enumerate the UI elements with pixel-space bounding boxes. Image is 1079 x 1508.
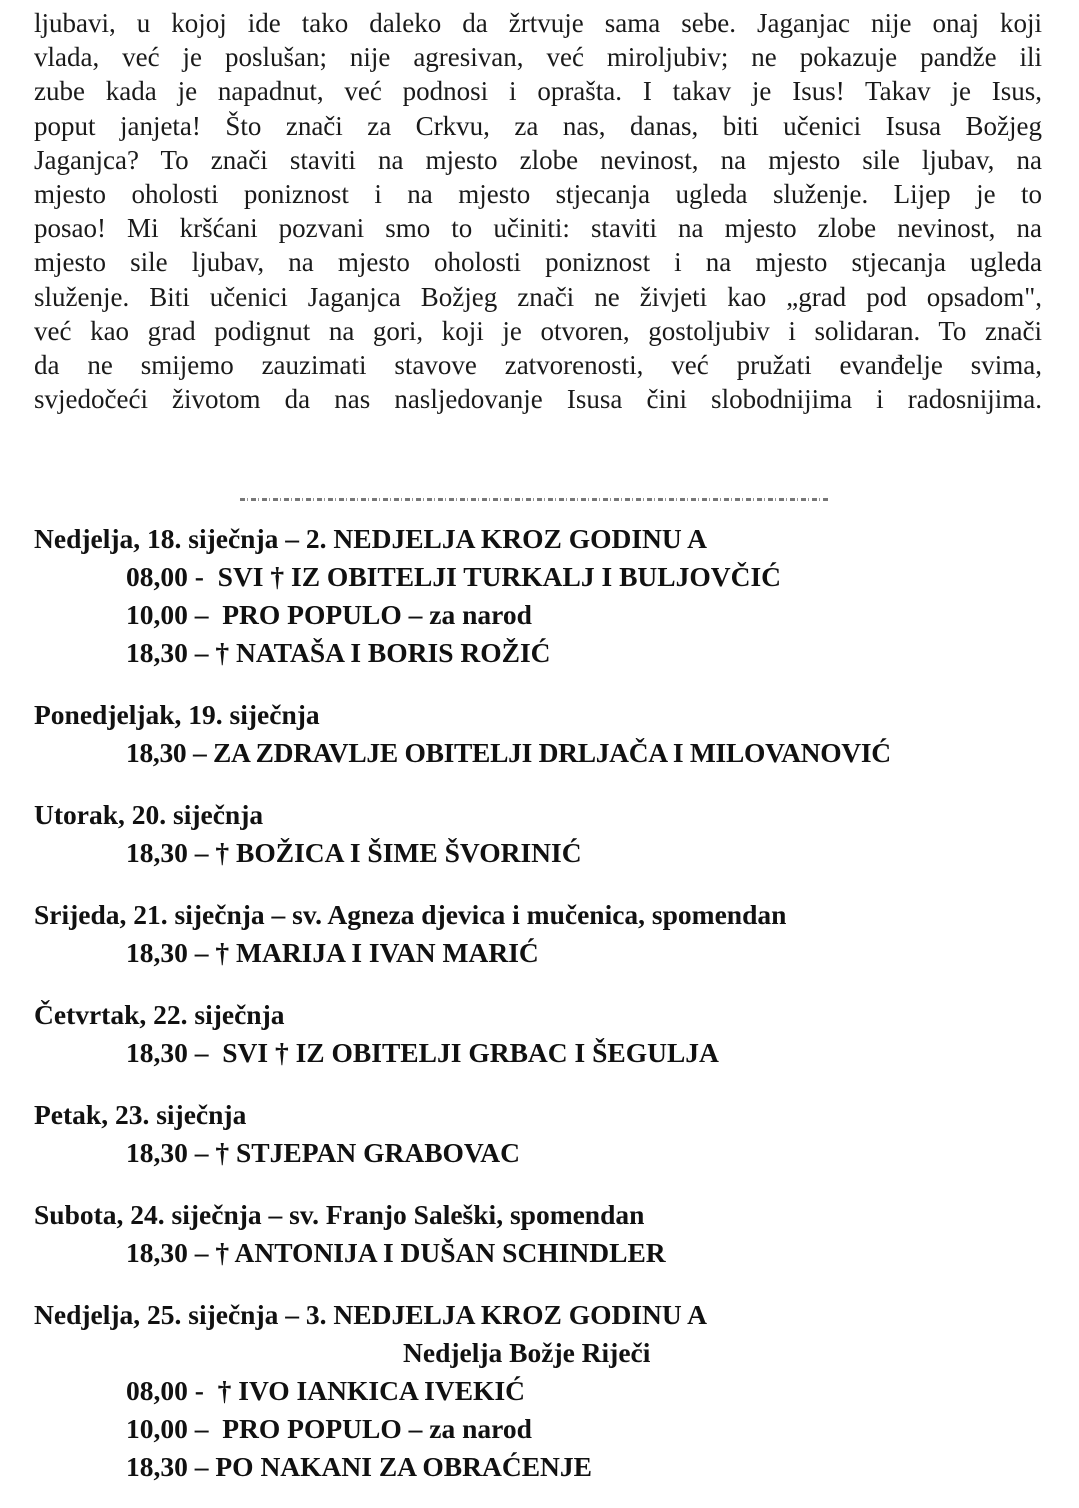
paragraph-line: svjedočeći životom da nas nasljedovanje Isusa čini slobodnijima i radosnijima. <box>34 384 1042 415</box>
schedule-day-wednesday-21 <box>34 896 1064 972</box>
schedule-day-saturday-24 <box>34 1196 1064 1272</box>
mass-entry: 18,30 – † STJEPAN GRABOVAC <box>126 1137 520 1168</box>
paragraph-line: poput janjeta! Što znači za Crkvu, za nas, danas, biti učenici Isusa Božjeg <box>34 110 1042 141</box>
mass-entry: 08,00 - SVI † IZ OBITELJI TURKALJ I BULJOVČIĆ <box>126 561 782 592</box>
mass-schedule <box>34 520 1064 1486</box>
mass-entry: 08,00 - † IVO IANKICA IVEKIĆ <box>126 1375 526 1406</box>
mass-entry: 18,30 – SVI † IZ OBITELJI GRBAC I ŠEGULJA <box>126 1037 719 1068</box>
mass-entry: 10,00 – PRO POPULO – za narod <box>126 1413 532 1444</box>
mass-entry: 18,30 – † MARIJA I IVAN MARIĆ <box>126 937 539 968</box>
schedule-day-thursday-22 <box>34 996 1064 1072</box>
paragraph-line: vlada, već je poslušan; nije agresivan, već miroljubiv; ne pokazuje pandže ili <box>34 42 1042 73</box>
mass-entry: 10,00 – PRO POPULO – za narod <box>126 599 532 630</box>
schedule-day-sunday-25 <box>34 1296 1064 1486</box>
day-header: Srijeda, 21. siječnja – sv. Agneza djevica i mučenica, spomendan <box>34 899 787 930</box>
mass-entry: 18,30 – ZA ZDRAVLJE OBITELJI DRLJAČA I MILOVANOVIĆ <box>126 737 891 768</box>
paragraph-line: Jaganjca? To znači staviti na mjesto zlobe nevinost, na mjesto sile ljubav, na <box>34 144 1042 175</box>
paragraph-line: mjesto sile ljubav, na mjesto oholosti poniznost i na mjesto stjecanja ugleda <box>34 247 1042 278</box>
mass-entry: 18,30 – † ANTONIJA I DUŠAN SCHINDLER <box>126 1237 666 1268</box>
day-header: Nedjelja, 18. siječnja – 2. NEDJELJA KROZ GODINU A <box>34 523 707 554</box>
paragraph-line: mjesto oholosti poniznost i na mjesto stjecanja ugleda služenje. Lijep je to <box>34 178 1042 209</box>
dotted-divider <box>240 498 828 501</box>
mass-entry: 18,30 – PO NAKANI ZA OBRAĆENJE <box>126 1451 593 1482</box>
paragraph-line: da ne smijemo zauzimati stavove zatvorenosti, već pružati evanđelje svima, <box>34 349 1042 380</box>
day-header: Ponedjeljak, 19. siječnja <box>34 699 320 730</box>
paragraph-line: služenje. Biti učenici Jaganjca Božjeg znači ne živjeti kao „grad pod opsadom", <box>34 281 1042 312</box>
paragraph-line: posao! Mi kršćani pozvani smo to učiniti: staviti na mjesto zlobe nevinost, na <box>34 213 1042 244</box>
day-subtitle: Nedjelja Božje Riječi <box>403 1337 651 1368</box>
schedule-day-sunday-18 <box>34 520 1064 672</box>
mass-entry: 18,30 – † BOŽICA I ŠIME ŠVORINIĆ <box>126 837 582 868</box>
schedule-day-friday-23 <box>34 1096 1064 1172</box>
day-header: Nedjelja, 25. siječnja – 3. NEDJELJA KROZ GODINU A <box>34 1299 707 1330</box>
reflection-paragraph <box>34 6 1042 416</box>
day-header: Utorak, 20. siječnja <box>34 799 264 830</box>
day-header: Četvrtak, 22. siječnja <box>34 999 285 1030</box>
paragraph-line: ljubavi, u kojoj ide tako daleko da žrtvuje sama sebe. Jaganjac nije onaj koji <box>34 8 1042 38</box>
paragraph-line: već kao grad podignut na gori, koji je otvoren, gostoljubiv i solidaran. To znači <box>34 315 1042 346</box>
schedule-day-tuesday-20 <box>34 796 1064 872</box>
schedule-day-monday-19 <box>34 696 1064 772</box>
day-header: Petak, 23. siječnja <box>34 1099 247 1130</box>
day-header: Subota, 24. siječnja – sv. Franjo Saleški, spomendan <box>34 1199 645 1230</box>
mass-entry: 18,30 – † NATAŠA I BORIS ROŽIĆ <box>126 637 551 668</box>
paragraph-line: zube kada je napadnut, već podnosi i oprašta. I takav je Isus! Takav je Isus, <box>34 76 1042 107</box>
